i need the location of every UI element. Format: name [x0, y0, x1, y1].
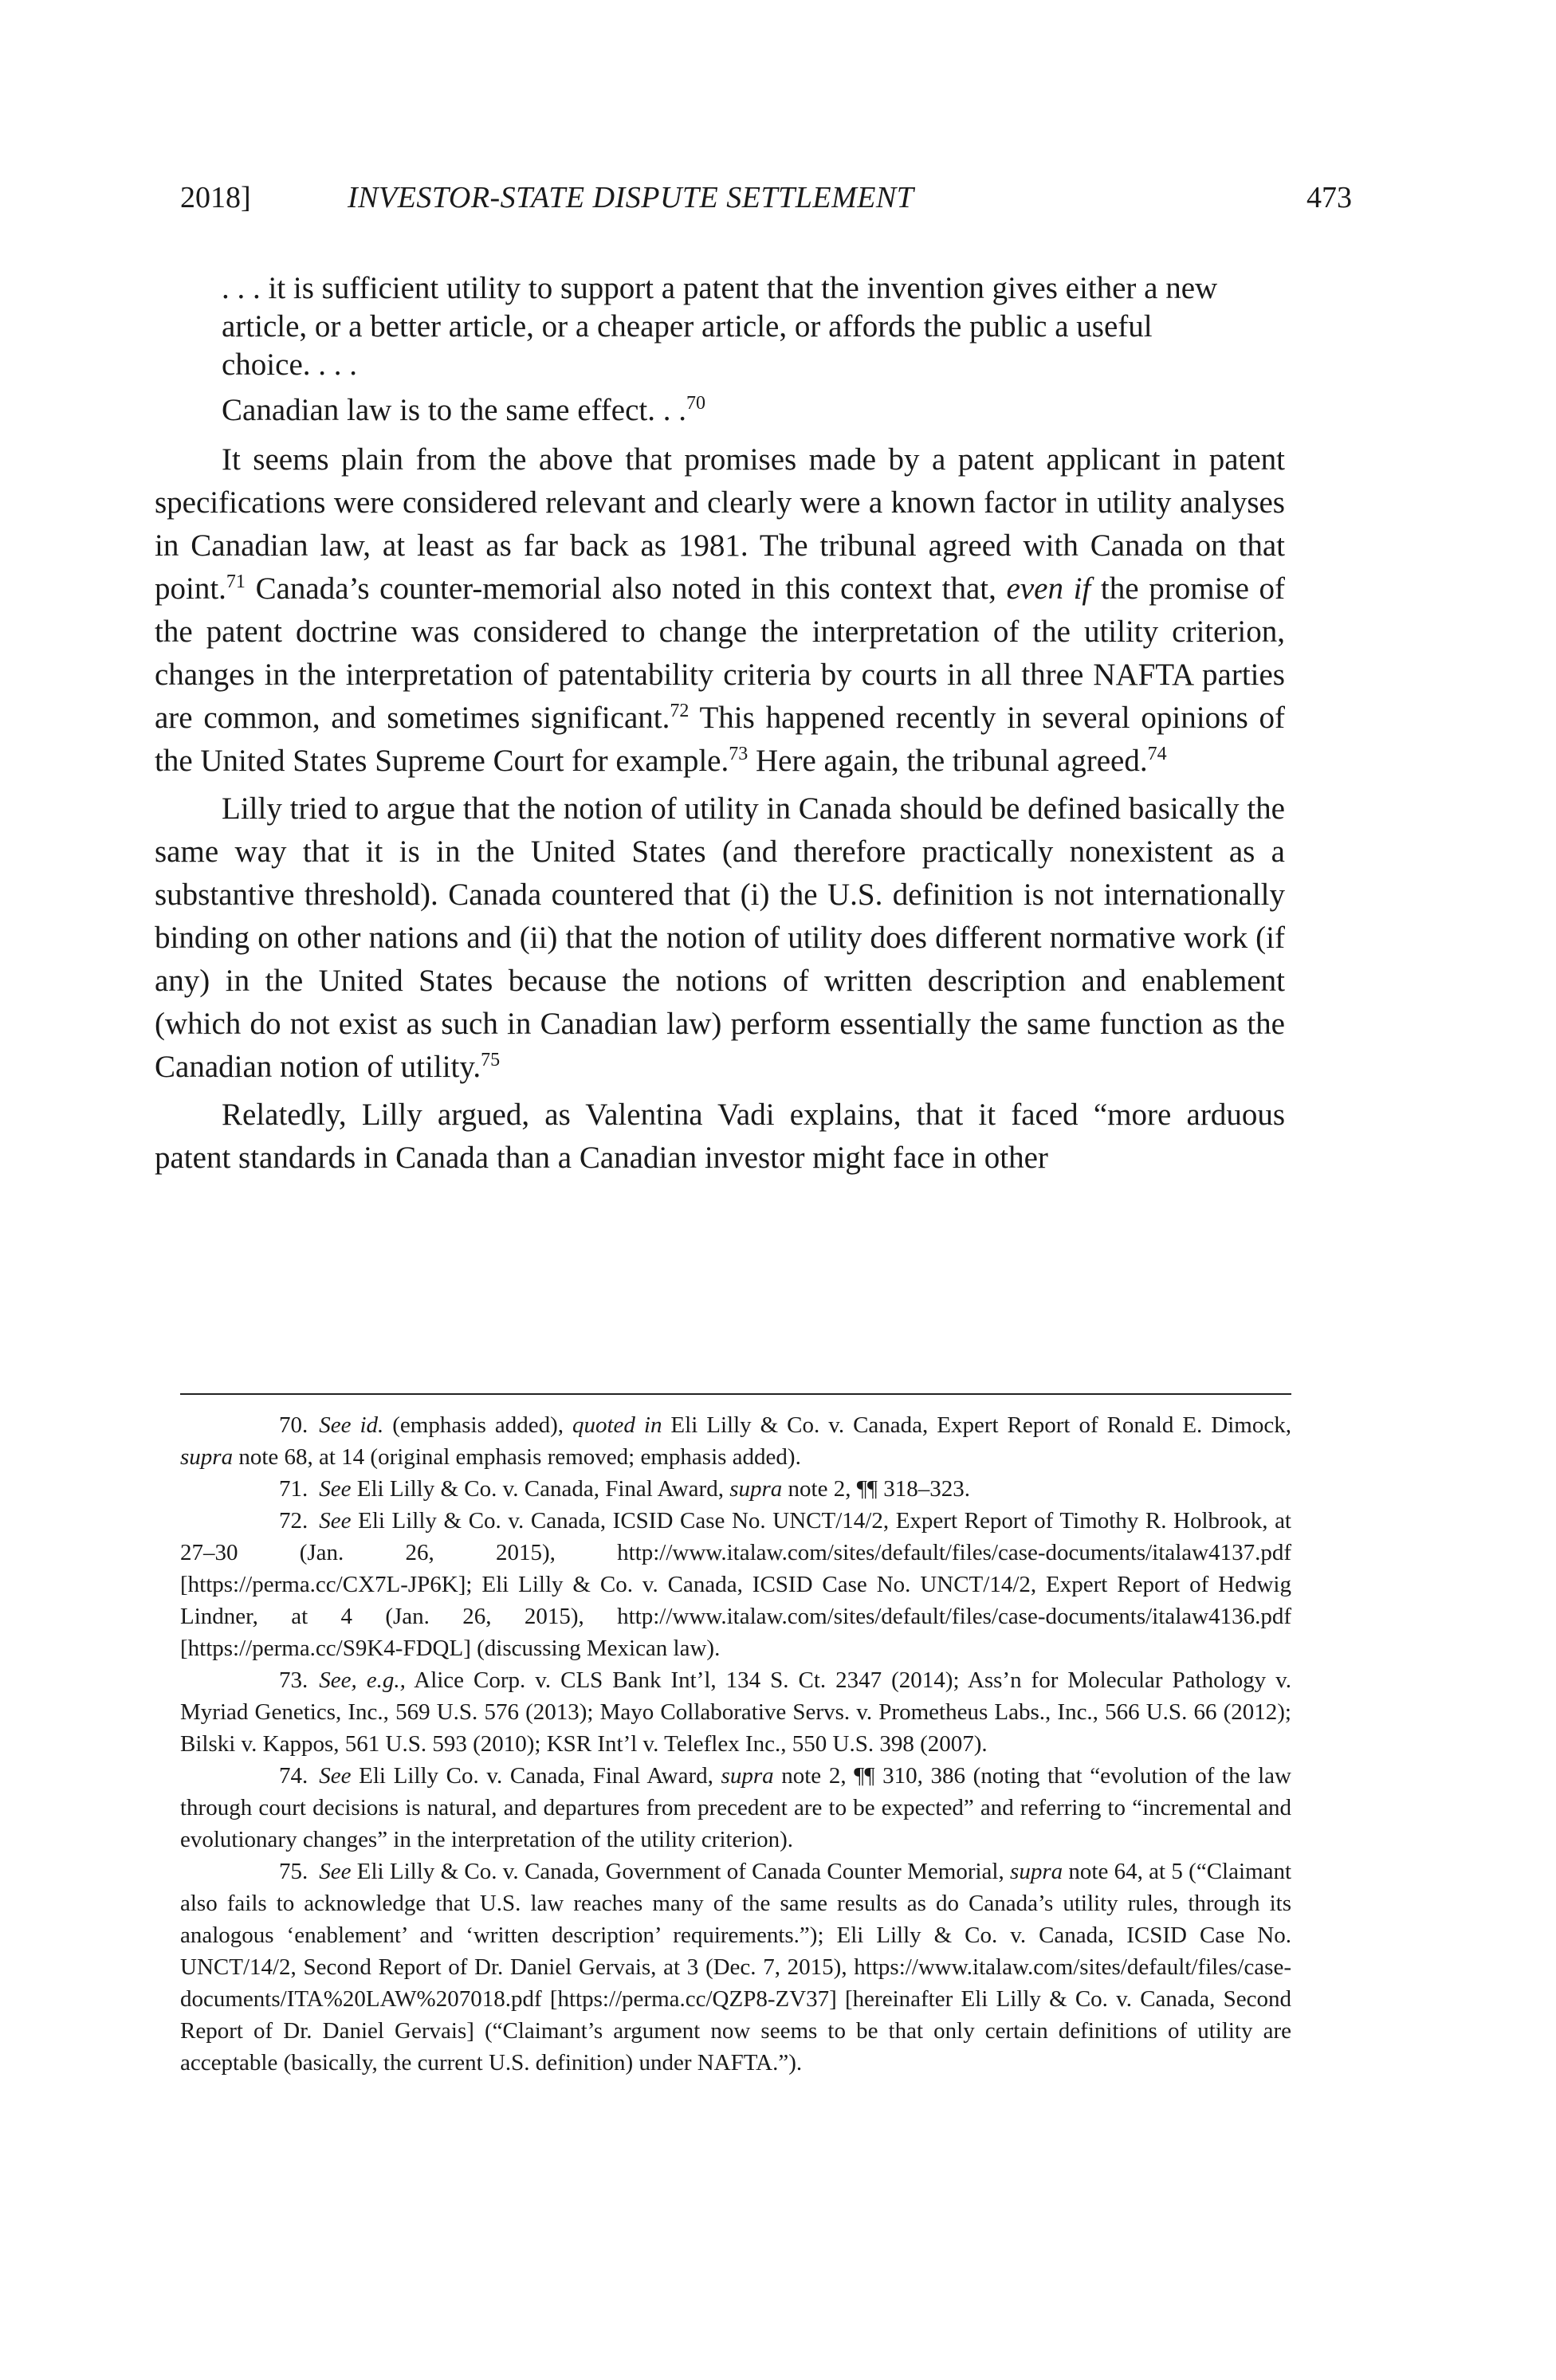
main-text	[155, 269, 1285, 1180]
footnote-divider	[180, 1393, 1291, 1395]
paragraph: Relatedly, Lilly argued, as Valentina Vadi explains, that it faced “more arduous patent standards in Canada than a Canadian investor might face in other	[155, 1098, 1285, 1175]
footnote-ref: 74	[1147, 744, 1167, 764]
paragraph: It seems plain from the above that promises made by a patent applicant in patent specifications were considered relevant and clearly were a known factor in utility analyses in Canadian law, at least as far back as 1981. The tribunal agreed with Canada on that point.$^{71}$ Canada’s counter-memorial also noted in this context that, even if the promise of the patent doctrine was considered to change the interpretation of the utility criterion, changes in the interpretation of patentability criteria by courts in all three NAFTA parties are common, and sometimes significant.$^{72}$ This happened recently in several opinions of the United States Supreme Court for example.$^{73}$ Here again, the tribunal agreed.$^{74}$	[155, 442, 1286, 778]
footnote-ref: 70	[686, 393, 706, 414]
footnote-73: 73. See, e.g., Alice Corp. v. CLS Bank Int’l, 134 S. Ct. 2347 (2014); Ass’n for Molecular Pathology v. Myriad Genetics, Inc., 569 U.S. 576 (2013); Mayo Collaborative Servs. v. Prometheus Labs., Inc., 566 U.S. 66 (2012); Bilski v. Kappos, 561 U.S. 593 (2010); KSR Int’l v. Teleflex Inc., 550 U.S. 398 (2007).	[180, 1667, 1291, 1757]
volume-year: 2018]	[180, 181, 251, 214]
paragraph: Lilly tried to argue that the notion of utility in Canada should be defined basically the same way that it is in the United States (and therefore practically nonexistent as a substantive threshold). Canada countered that (i) the U.S. definition is not internationally binding on other nations and (ii) that the notion of utility does different normative work (if any) in the United States because the notions of written description and enablement (which do not exist as such in Canadian law) perform essentially the same function as the Canadian notion of utility.$^{75}$	[155, 791, 1285, 1084]
footnote-ref: 73	[729, 744, 749, 764]
running-header	[180, 180, 1352, 220]
footnote-74: 74. See Eli Lilly Co. v. Canada, Final Award, supra note 2, ¶¶ 310, 386 (noting that “evolution of the law through court decisions is natural, and departures from precedent are to be expected” and referring to “incremental and evolutionary changes” in the interpretation of the utility criterion).	[180, 1763, 1291, 1852]
footnote-72: 72. See Eli Lilly & Co. v. Canada, ICSID Case No. UNCT/14/2, Expert Report of Timothy R. Holbrook, at 27–30 (Jan. 26, 2015), http://www.italaw.com/sites/default/files/case-documents/italaw4137.pdf [https://perma.cc/CX7L-JP6K]; Eli Lilly & Co. v. Canada, ICSID Case No. UNCT/14/2, Expert Report of Hedwig Lindner, at 4 (Jan. 26, 2015), http://www.italaw.com/sites/default/files/case-documents/italaw4136.pdf [https://perma.cc/S9K4-FDQL] (discussing Mexican law).	[180, 1508, 1291, 1661]
footnote-ref: 72	[670, 701, 690, 721]
footnote-75: 75. See Eli Lilly & Co. v. Canada, Government of Canada Counter Memorial, supra note 64, at 5 (“Claimant also fails to acknowledge that U.S. law reaches many of the same results as do Canada’s utility rules, through its analogous ‘enablement’ and ‘written description’ requirements.”); Eli Lilly & Co. v. Canada, ICSID Case No. UNCT/14/2, Second Report of Dr. Daniel Gervais, at 3 (Dec. 7, 2015), https://www.italaw.com/sites/default/files/case-documents/ITA%20LAW%207018.pdf [https://perma.cc/QZP8-ZV37] [hereinafter Eli Lilly & Co. v. Canada, Second Report of Dr. Daniel Gervais] (“Claimant’s argument now seems to be that only certain definitions of utility are acceptable (basically, the current U.S. definition) under NAFTA.”).	[180, 1859, 1292, 2076]
footnotes	[180, 1409, 1291, 2079]
page-number: 473	[1306, 181, 1352, 214]
running-title: INVESTOR-STATE DISPUTE SETTLEMENT	[348, 181, 914, 214]
quote-continuation: Canadian law is to the same effect. . .$^{70}$	[222, 393, 706, 427]
block-quote: . . . it is sufficient utility to support a patent that the invention gives either a new article, or a better article, or a cheaper article, or affords the public a useful choice. . . .	[222, 271, 1218, 382]
footnote-70: 70. See id. (emphasis added), quoted in Eli Lilly & Co. v. Canada, Expert Report of Ronald E. Dimock, supra note 68, at 14 (original emphasis removed; emphasis added).	[180, 1412, 1291, 1470]
footnote-ref: 75	[481, 1050, 501, 1070]
footnote-ref: 71	[226, 571, 246, 592]
footnote-71: 71. See Eli Lilly & Co. v. Canada, Final Award, supra note 2, ¶¶ 318–323.	[279, 1476, 971, 1502]
